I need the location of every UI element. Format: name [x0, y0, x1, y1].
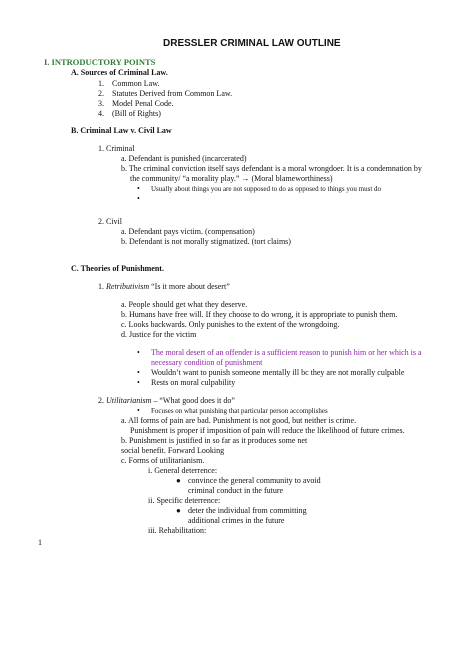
bullet-icon: •: [137, 378, 140, 387]
bullet-icon: ●: [176, 476, 181, 485]
list-item: d. Justice for the victim: [121, 330, 197, 339]
bullet-icon: •: [137, 348, 140, 357]
list-item: 3. Model Penal Code.: [98, 99, 174, 108]
page-title: DRESSLER CRIMINAL LAW OUTLINE: [163, 38, 341, 49]
section-heading: I. INTRODUCTORY POINTS: [44, 57, 156, 67]
subsection-heading-c: C. Theories of Punishment.: [71, 264, 164, 273]
list-item: a. Defendant pays victim. (compensation): [121, 227, 255, 236]
list-item: Punishment is proper if imposition of pain will reduce the likelihood of future crimes.: [130, 426, 405, 435]
bullet-text: deter the individual from committing: [188, 506, 307, 515]
list-item: 1. Retributivism “Is it more about desert”: [98, 282, 230, 291]
list-item: 2. Utilitarianism – “What good does it do”: [98, 396, 235, 405]
list-item: b. Punishment is justified in so far as it produces some net: [121, 436, 308, 445]
list-item: a. Defendant is punished (incarcerated): [121, 154, 247, 163]
list-item: a. All forms of pain are bad. Punishment is not good, but neither is crime.: [121, 416, 357, 425]
subsection-heading-b: B. Criminal Law v. Civil Law: [71, 126, 172, 135]
list-item: c. Forms of utilitarianism.: [121, 456, 205, 465]
bullet-icon: •: [137, 194, 140, 203]
highlighted-text: necessary condition of punishment: [151, 358, 263, 367]
list-item: 1. Common Law.: [98, 79, 160, 88]
bullet-text: convince the general community to avoid: [188, 476, 321, 485]
subsection-heading-a: A. Sources of Criminal Law.: [71, 68, 168, 77]
list-item: 2. Statutes Derived from Common Law.: [98, 89, 233, 98]
list-item: iii. Rehabilitation:: [148, 526, 207, 535]
list-item: 2. Civil: [98, 217, 123, 226]
list-item: ii. Specific deterrence:: [148, 496, 221, 505]
highlighted-text: The moral desert of an offender is a sufficient reason to punish him or her which is a: [151, 348, 422, 357]
list-item: 4. (Bill of Rights): [98, 109, 161, 118]
bullet-icon: •: [137, 406, 140, 415]
list-item: i. General deterrence:: [148, 466, 218, 475]
bullet-text: criminal conduct in the future: [188, 486, 284, 495]
bullet-text: Usually about things you are not supposed to do as opposed to things you must do: [151, 185, 382, 193]
bullet-icon: ●: [176, 506, 181, 515]
list-item: 1. Criminal: [98, 144, 135, 153]
bullet-text: Focuses on what punishing that particular person accomplishes: [151, 407, 328, 415]
list-item: b. Humans have free will. If they choose to do wrong, it is appropriate to punish them.: [121, 310, 398, 319]
list-item: social benefit. Forward Looking: [121, 446, 225, 455]
list-item: c. Looks backwards. Only punishes to the extent of the wrongdoing.: [121, 320, 340, 329]
bullet-icon: •: [137, 184, 140, 193]
list-item: the community/ “a morality play.” → (Moral blameworthiness): [130, 174, 333, 183]
bullet-text: additional crimes in the future: [188, 516, 285, 525]
bullet-text: Wouldn’t want to punish someone mentally ill bc they are not morally culpable: [151, 368, 405, 377]
list-item: b. Defendant is not morally stigmatized. (tort claims): [121, 237, 291, 246]
bullet-text: Rests on moral culpability: [151, 378, 236, 387]
list-item: a. People should get what they deserve.: [121, 300, 248, 309]
page-marker: 1: [38, 538, 42, 547]
list-item: b. The criminal conviction itself says defendant is a moral wrongdoer. It is a condemnation by: [121, 164, 422, 173]
bullet-icon: •: [137, 368, 140, 377]
